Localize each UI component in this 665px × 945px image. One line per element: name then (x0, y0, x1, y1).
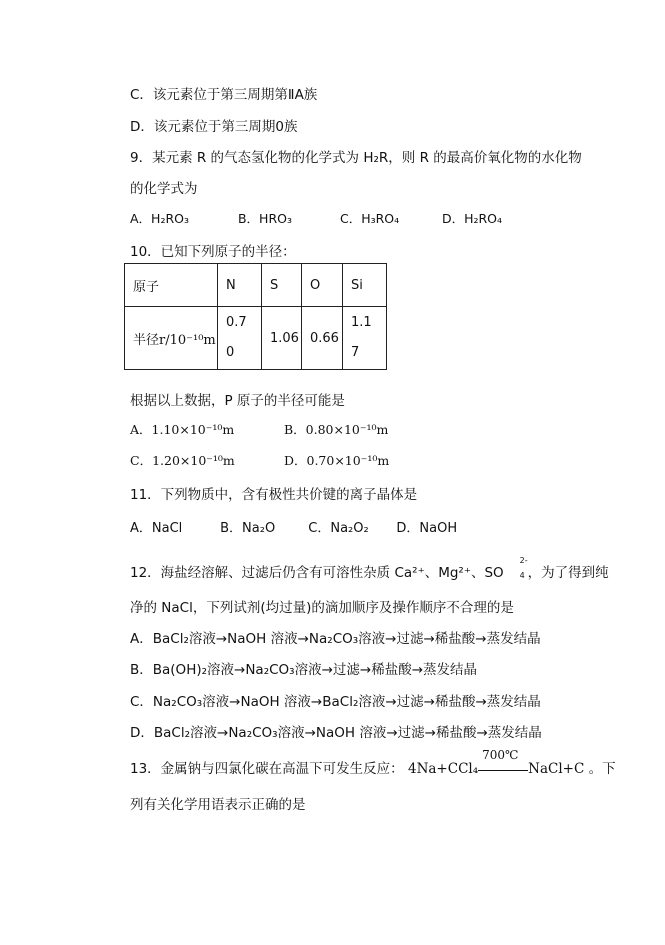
q12-line1-pre: 12．海盐经溶解、过滤后仍含有可溶性杂质 Ca²⁺、Mg²⁺、SO (130, 565, 504, 581)
n-val-line2: 0 (226, 345, 235, 360)
q13-reactants: 4Na+CCl₄ (407, 761, 479, 777)
table-data-row (125, 307, 387, 370)
q13-products: NaCl+C (528, 761, 585, 777)
cell-s: 1.06 (262, 307, 302, 370)
header-n: N (218, 264, 262, 307)
q13-post: 。下 (588, 761, 616, 777)
q10-option-d: D．0.70×10⁻¹⁰m (283, 453, 390, 468)
q12-option-c: C．Na₂CO₃溶液→NaOH 溶液→BaCl₂溶液→过滤→稀盐酸→蒸发结晶 (130, 694, 541, 710)
option-c-prev: C．该元素位于第三周期第ⅡA族 (130, 87, 318, 103)
q9-stem-line2: 的化学式为 (130, 181, 198, 197)
q13-pre: 13．金属钠与四氯化碳在高温下可发生反应： (130, 761, 404, 777)
reaction-condition: 700℃ (482, 748, 519, 762)
q10-options-ab (130, 420, 388, 438)
sulfate-sub: 4 (519, 571, 525, 580)
q9-options (130, 209, 502, 227)
reaction-bar (478, 770, 528, 771)
q11-option-d: D．NaOH (396, 521, 458, 536)
header-atom: 原子 (125, 264, 218, 307)
radius-table (124, 263, 387, 370)
sulfate-charge (504, 556, 528, 580)
q9-option-b: B．HRO₃ (237, 211, 292, 226)
q13-stem-line2: 列有关化学用语表示正确的是 (130, 797, 306, 813)
q13-stem-line1 (130, 748, 616, 780)
si-val-line2: 7 (351, 345, 360, 360)
q11-options (130, 517, 457, 536)
q12-stem-line1 (130, 556, 609, 581)
q12-option-b: B．Ba(OH)₂溶液→Na₂CO₃溶液→过滤→稀盐酸→蒸发结晶 (130, 662, 478, 678)
q9-stem-line1: 9．某元素 R 的气态氢化物的化学式为 H₂R，则 R 的最高价氧化物的水化物 (130, 150, 582, 166)
q10-after-table: 根据以上数据，P 原子的半径可能是 (130, 393, 345, 409)
q9-option-a: A．H₂RO₃ (130, 211, 189, 226)
n-val-line1: 0.7 (226, 315, 247, 330)
q12-option-d: D．BaCl₂溶液→Na₂CO₃溶液→NaOH 溶液→过滤→稀盐酸→蒸发结晶 (130, 725, 542, 741)
cell-o: 0.66 (302, 307, 343, 370)
reaction-condition-arrow (478, 748, 528, 780)
q10-option-b: B．0.80×10⁻¹⁰m (283, 422, 389, 437)
q11-option-a: A．NaCl (130, 521, 183, 536)
cell-si (343, 307, 387, 370)
option-d-prev: D．该元素位于第三周期0族 (130, 119, 298, 135)
header-si: Si (343, 264, 387, 307)
q12-option-a: A．BaCl₂溶液→NaOH 溶液→Na₂CO₃溶液→过滤→稀盐酸→蒸发结晶 (130, 631, 541, 647)
q9-option-d: D．H₂RO₄ (441, 211, 503, 226)
q12-line1-post: ，为了得到纯 (527, 565, 609, 581)
table-header-row (125, 264, 387, 307)
q10-option-c: C．1.20×10⁻¹⁰m (130, 453, 235, 468)
q11-option-c: C．Na₂O₂ (308, 521, 369, 536)
header-s: S (262, 264, 302, 307)
q10-options-cd (130, 451, 389, 469)
si-val-line1: 1.1 (351, 315, 372, 330)
q10-stem: 10．已知下列原子的半径： (130, 244, 296, 260)
q12-stem-line2: 净的 NaCl，下列试剂(均过量)的滴加顺序及操作顺序不合理的是 (130, 600, 514, 616)
q9-option-c: C．H₃RO₄ (339, 211, 400, 226)
cell-n (218, 307, 262, 370)
q10-option-a: A．1.10×10⁻¹⁰m (130, 422, 235, 437)
sulfate-charge-sup: 2- (519, 556, 528, 565)
q11-option-b: B．Na₂O (220, 521, 276, 536)
row-label-radius: 半径r/10⁻¹⁰m (125, 307, 218, 370)
q11-stem: 11．下列物质中，含有极性共价键的离子晶体是 (130, 487, 418, 503)
header-o: O (302, 264, 343, 307)
